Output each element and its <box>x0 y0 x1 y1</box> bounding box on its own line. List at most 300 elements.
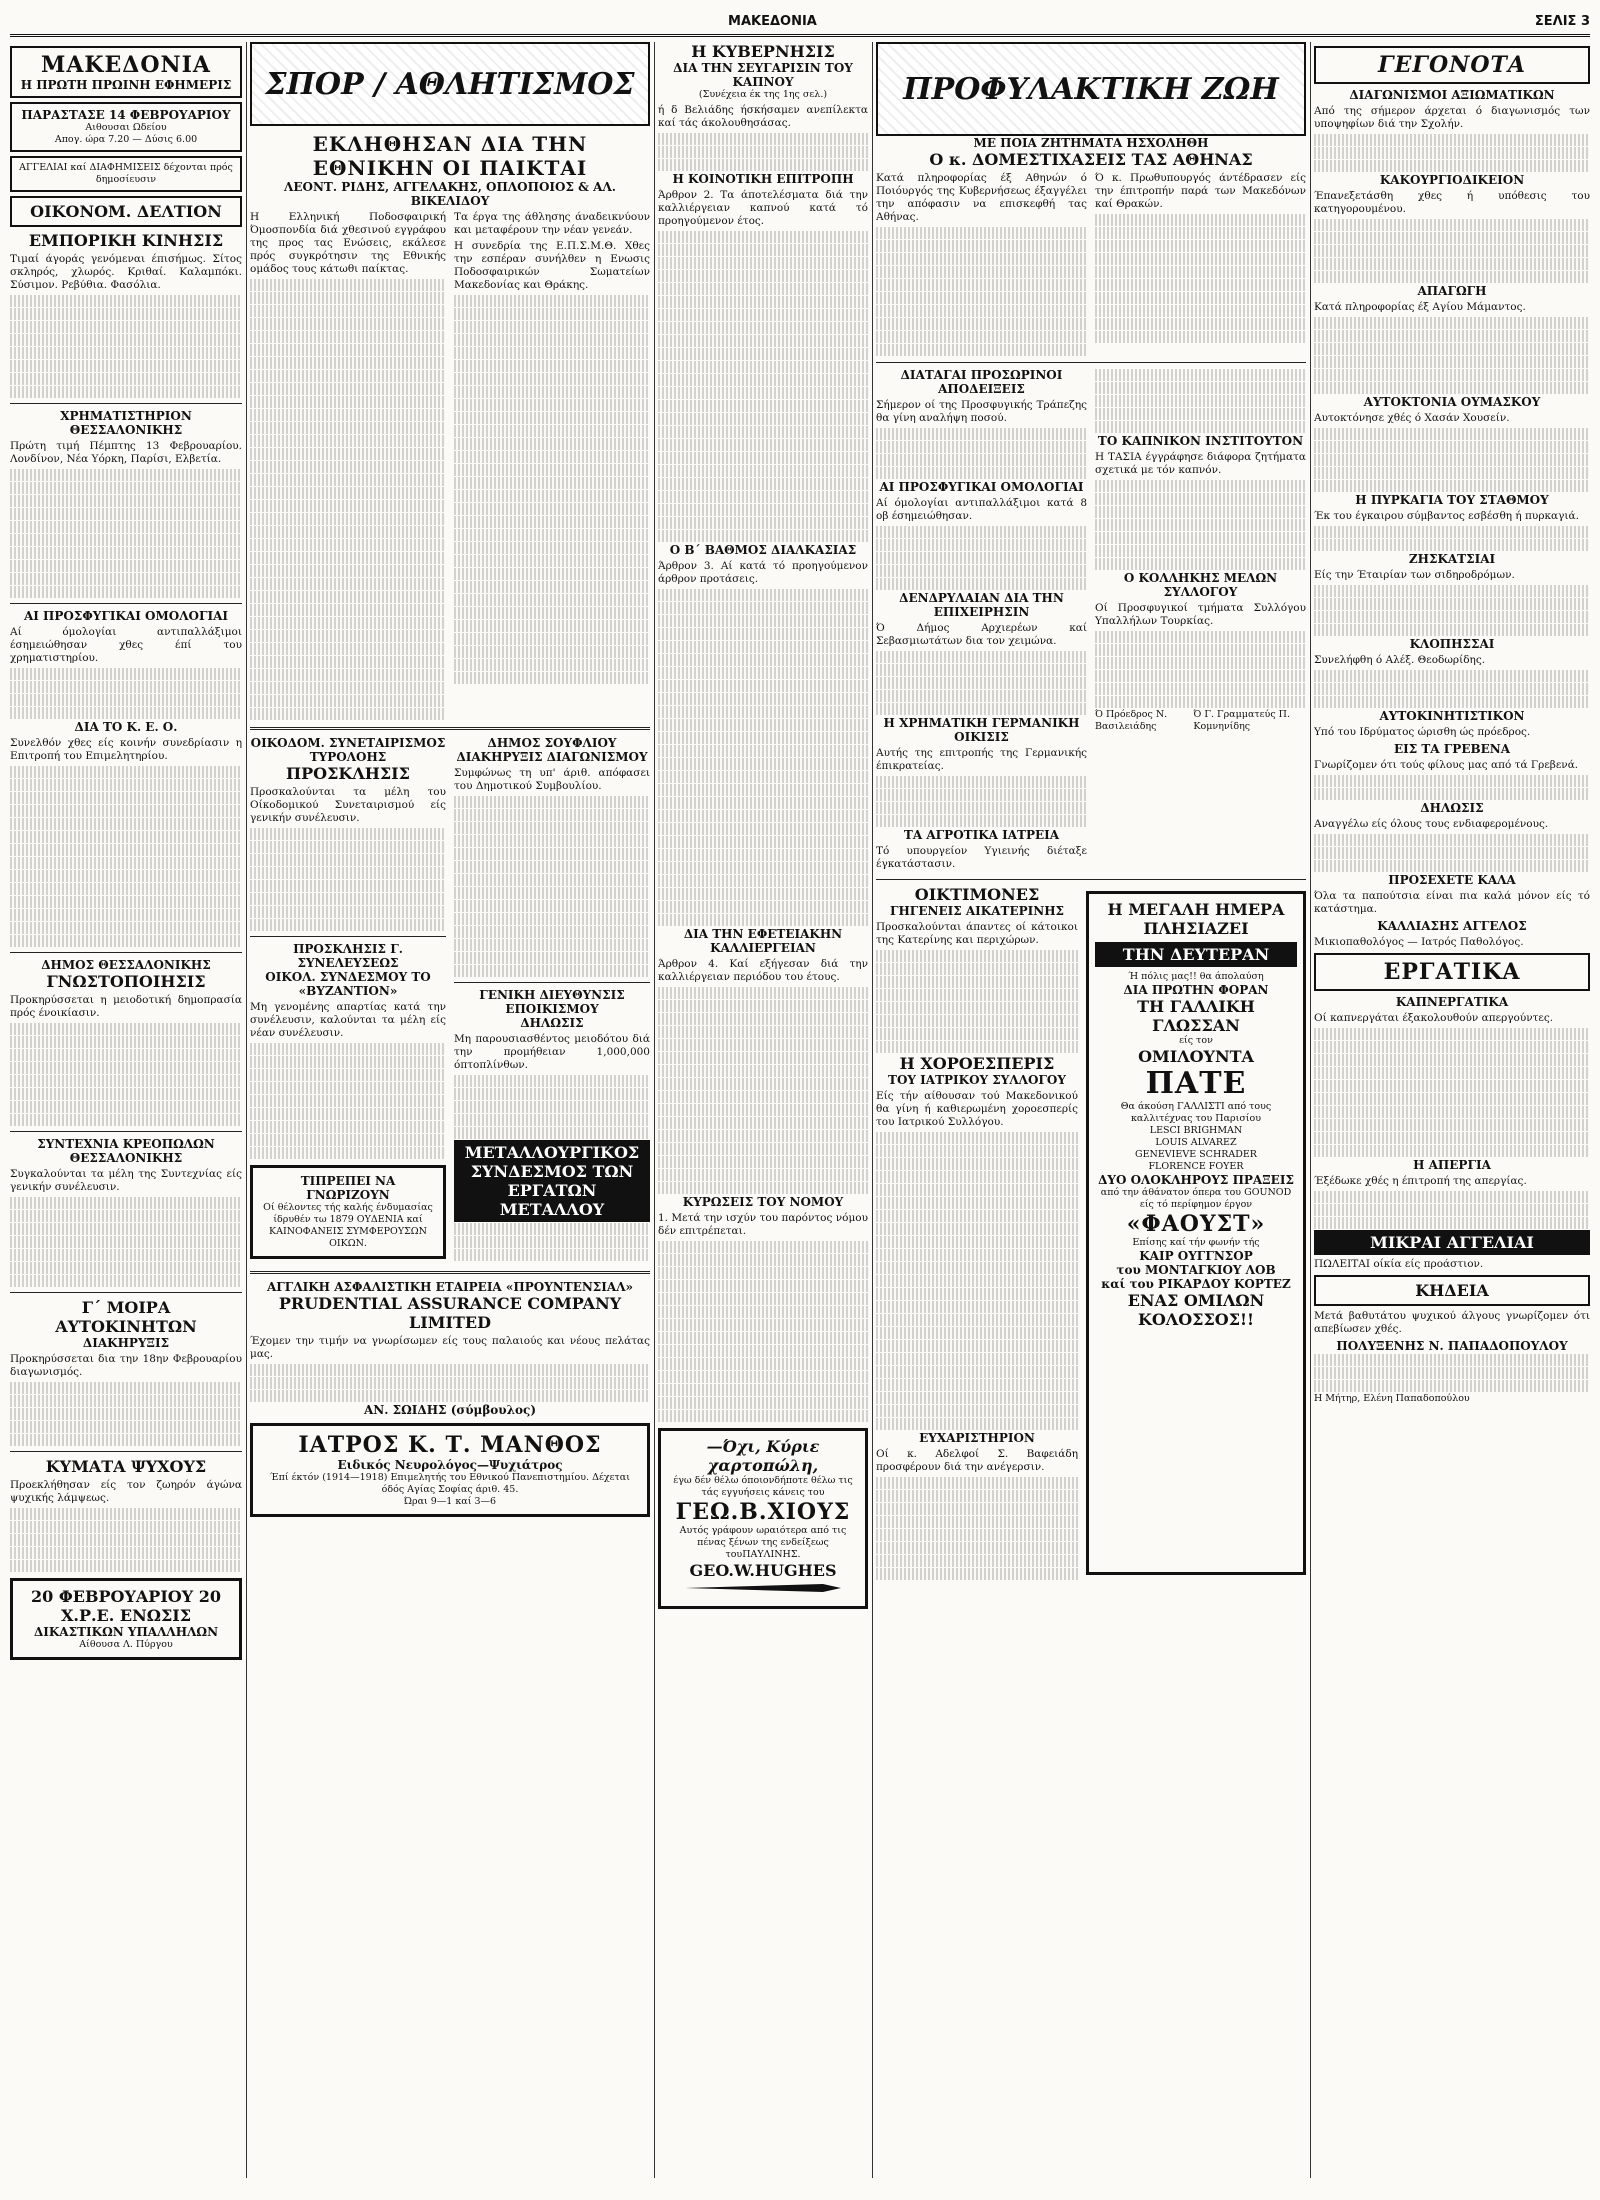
text-line-placeholder <box>658 1241 868 1253</box>
cinema-ad-line: Ή πόλις μας!! θα άπολαύση <box>1128 971 1264 982</box>
text-line-placeholder <box>454 796 650 808</box>
text-line-placeholder <box>10 1249 242 1261</box>
text-line-placeholder <box>250 396 446 408</box>
masthead-title: ΜΑΚΕΔΟΝΙΑ <box>40 52 211 78</box>
section-heading: ΔΙΑ ΤΗΝ ΕΦΕΤΕΙΑΚΗΝ ΚΑΛΛΙΕΡΓΕΙΑΝ <box>683 927 843 955</box>
text-line-placeholder <box>658 1280 868 1292</box>
section-heading: ΓΕΓΟΝΟΤΑ <box>1378 52 1526 78</box>
article-text: Συγκαλούνται τα μέλη της Συντεχνίας είς γενικήν συνέλευσιν. <box>10 1168 242 1193</box>
text-line-placeholder <box>876 467 1087 479</box>
text-line-placeholder <box>1095 279 1306 291</box>
text-line-placeholder <box>1314 1145 1590 1157</box>
text-line-placeholder <box>10 1395 242 1407</box>
text-line-placeholder <box>876 428 1087 440</box>
text-line-placeholder <box>10 1114 242 1126</box>
text-line-placeholder <box>10 1547 242 1559</box>
text-line-placeholder <box>10 373 242 385</box>
know-ad <box>250 1165 446 1259</box>
text-line-placeholder <box>1095 331 1306 343</box>
section-heading: ΔΕΝΔΡΥΛΑΙΑΝ ΔΙΑ ΤΗΝ ΕΠΙΧΕΙΡΗΣΙΝ <box>899 591 1064 619</box>
text-line-placeholder <box>658 901 868 913</box>
text-line-placeholder <box>876 1392 1078 1404</box>
text-line-placeholder <box>250 279 446 291</box>
text-line-placeholder <box>658 374 868 386</box>
text-line-placeholder <box>250 513 446 525</box>
agri-clinics-heading: ΤΑ ΑΓΡΟΤΙΚΑ ΙΑΤΡΕΙΑ <box>903 828 1060 842</box>
text-line-placeholder <box>250 828 446 840</box>
text-line-placeholder <box>876 1210 1078 1222</box>
text-line-placeholder <box>454 555 650 567</box>
text-line-placeholder <box>10 1223 242 1235</box>
text-line-placeholder <box>250 893 446 905</box>
dance-place: Αίθουσα Λ. Πύργου <box>79 1639 173 1650</box>
text-line-placeholder <box>658 133 868 145</box>
pen-icon <box>683 1580 843 1596</box>
text-line-placeholder <box>658 771 868 783</box>
text-line-placeholder <box>1095 266 1306 278</box>
column-rule <box>872 42 873 2178</box>
text-line-placeholder <box>658 1156 868 1168</box>
text-line-placeholder <box>658 1143 868 1155</box>
text-line-placeholder <box>454 386 650 398</box>
text-line-placeholder <box>250 1147 446 1159</box>
subheadline: ΔΙΑ ΤΗΝ ΣΕΥΓΑΡΙΣΙΝ ΤΟΥ ΚΑΠΝΟΥ <box>673 61 853 89</box>
text-line-placeholder <box>658 387 868 399</box>
text-line-placeholder <box>658 146 868 158</box>
text-line-placeholder <box>1314 1367 1590 1379</box>
text-line-placeholder <box>1314 624 1590 636</box>
text-line-placeholder <box>1095 480 1306 492</box>
section-heading: ΣΥΝΤΕΧΝΙΑ ΚΡΕΟΠΩΛΩΝ ΘΕΣΣΑΛΟΝΙΚΗΣ <box>37 1137 215 1165</box>
section-subheading: ΤΟΥ ΙΑΤΡΙΚΟΥ ΣΥΛΛΟΓΟΥ <box>888 1073 1066 1087</box>
doctor-name: ΙΑΤΡΟΣ Κ. Τ. ΜΑΝΘΟΣ <box>298 1432 602 1458</box>
cinema-ad-line: ΠΛΗΣΙΑΖΕΙ <box>1143 919 1249 938</box>
article-text: Έχομεν την τιμήν να γνωρίσωμεν είς τους παλαιούς και νέους πελάτας μας. <box>250 1335 650 1360</box>
text-line-placeholder <box>876 1223 1078 1235</box>
text-line-placeholder <box>658 296 868 308</box>
text-line-placeholder <box>1314 441 1590 453</box>
text-line-placeholder <box>10 547 242 559</box>
text-line-placeholder <box>876 1171 1078 1183</box>
text-line-placeholder <box>1314 343 1590 355</box>
text-line-placeholder <box>10 1197 242 1209</box>
text-line-placeholder <box>658 654 868 666</box>
column-2 <box>250 42 650 2178</box>
text-line-placeholder <box>658 530 868 542</box>
section-heading: ΖΗΣΚΑΤΣΙΑΙ <box>1408 552 1496 566</box>
text-line-placeholder <box>876 815 1087 827</box>
text-line-placeholder <box>658 413 868 425</box>
text-line-placeholder <box>1314 1080 1590 1092</box>
text-line-placeholder <box>250 656 446 668</box>
article-text: Είς την Έταιρίαν των σιδηροδρόμων. <box>1314 569 1515 581</box>
show-place: Αιθουσαι Ωδείου <box>85 122 167 133</box>
text-line-placeholder <box>658 1000 868 1012</box>
article-text: Μη γενομένης απαρτίας κατά την συνέλευσιν, καλούνται τα μέλη είς νέαν συνέλευσιν. <box>250 1001 446 1039</box>
text-line-placeholder <box>658 244 868 256</box>
text-line-placeholder <box>1314 1067 1590 1079</box>
text-line-placeholder <box>454 1088 650 1100</box>
text-line-placeholder <box>658 1345 868 1357</box>
text-line-placeholder <box>10 935 242 947</box>
text-line-placeholder <box>1314 160 1590 172</box>
text-line-placeholder <box>454 913 650 925</box>
article-text: Γνωρίζομεν ότι τούς φίλους μας από τά Γρεβενά. <box>1314 759 1579 771</box>
text-line-placeholder <box>10 805 242 817</box>
text-line-placeholder <box>658 1039 868 1051</box>
text-line-placeholder <box>658 810 868 822</box>
text-line-placeholder <box>454 607 650 619</box>
section-heading: ΑΙ ΠΡΟΣΦΥΓΙΚΑΙ ΟΜΟΛΟΓΙΑΙ <box>23 609 229 623</box>
article-text: Τό υπουργείον Υγιεινής διέταξε έγκατάστασιν. <box>876 845 1087 870</box>
text-line-placeholder <box>658 491 868 503</box>
text-line-placeholder <box>454 516 650 528</box>
text-line-placeholder <box>454 952 650 964</box>
text-line-placeholder <box>10 668 242 680</box>
article-text: Συνελθόν χθες είς κοινήν συνεδρίασιν η Επιτροπή του Επιμελητηρίου. <box>10 737 242 762</box>
section-heading: Ο ΚΟΛΛΗΚΗΣ ΜΕΛΩΝ ΣΥΛΛΟΓΟΥ <box>1123 571 1278 599</box>
text-line-placeholder <box>1095 519 1306 531</box>
text-line-placeholder <box>658 1026 868 1038</box>
text-line-placeholder <box>876 1132 1078 1144</box>
article-text: Κατά πληροφορίας έξ Αθηνών ό Ποιόυργός της Κυβερνήσεως έξαγγέλει την απόφασιν να επισκεφθή τας Αθήνας. <box>876 172 1087 223</box>
health-logo: ΠΡΟΦΥΛΑΚΤΙΚΗ ΖΩΗ <box>876 42 1306 136</box>
text-line-placeholder <box>1314 1380 1590 1392</box>
article-text: Σήμερον οί της Προσφυγικής Τράπεζης θα γίνη αναλήψη ποσού. <box>876 399 1087 424</box>
cinema-ad-line: καί του ΡΙΚΑΡΔΟΥ ΚΟΡΤΕΖ <box>1101 1277 1291 1291</box>
text-line-placeholder <box>1095 644 1306 656</box>
text-line-placeholder <box>658 641 868 653</box>
cinema-ad-line: του ΜΟΝΤΑΓΚΙΟΥ ΛΟΒ <box>1116 1263 1276 1277</box>
column-5 <box>1314 42 1590 2178</box>
continued-note: (Συνέχεια έκ της 1ης σελ.) <box>698 89 828 100</box>
cinema-ad-line: Επίσης καί τήν φωνήν τής <box>1132 1237 1260 1248</box>
article-text: Προκηρύσσεται δια την 18ην Φεβρουαρίου διαγωνισμός. <box>10 1353 242 1378</box>
text-line-placeholder <box>10 1434 242 1446</box>
text-line-placeholder <box>876 1568 1078 1580</box>
text-line-placeholder <box>876 1327 1078 1339</box>
text-line-placeholder <box>454 542 650 554</box>
section-heading: ΔΙΑΓΩΝΙΣΜΟΙ ΑΞΙΩΜΑΤΙΚΩΝ <box>1349 88 1555 102</box>
text-line-placeholder <box>1314 147 1590 159</box>
text-line-placeholder <box>876 789 1087 801</box>
text-line-placeholder <box>1314 369 1590 381</box>
text-line-placeholder <box>250 552 446 564</box>
article-text: ή δ Βελιάδης ήσκήσαμεν ανεπίλεκτα καί τάς άκολουθησάσας. <box>658 104 868 129</box>
text-line-placeholder <box>454 334 650 346</box>
text-line-placeholder <box>1314 526 1590 538</box>
econ-box-title: ΟΙΚΟΝΟΜ. ΔΕΛΤΙΟΝ <box>30 202 222 221</box>
text-line-placeholder <box>658 1065 868 1077</box>
text-line-placeholder <box>454 347 650 359</box>
cinema-ad-line: «ΦΑΟΥΣΤ» <box>1126 1211 1266 1237</box>
section-heading: ΑΥΤΟΚΙΝΗΤΙΣΤΙΚΟΝ <box>1379 709 1525 723</box>
text-line-placeholder <box>10 573 242 585</box>
text-line-placeholder <box>1314 1093 1590 1105</box>
headline: ΕΚΛΗΘΗΣΑΝ ΔΙΑ ΤΗΝ ΕΘΝΙΚΗΝ ΟΙ ΠΑΙΚΤΑΙ <box>312 132 588 180</box>
text-line-placeholder <box>876 1002 1078 1014</box>
article-text: Αί όμολογίαι αντιπαλλάξιμοι κατά 8 οβ έσημειώθησαν. <box>876 497 1087 522</box>
text-line-placeholder <box>658 400 868 412</box>
section-heading: ΑΥΤΟΚΤΟΝΙΑ ΟΥΜΑΣΚΟΥ <box>1363 395 1541 409</box>
text-line-placeholder <box>250 617 446 629</box>
article-text: Οί κ. Αδελφοί Σ. Βαφειάδη προσφέρουν διά την ανέγερσιν. <box>876 1448 1078 1473</box>
text-line-placeholder <box>10 1036 242 1048</box>
text-line-placeholder <box>876 1366 1078 1378</box>
text-line-placeholder <box>1314 683 1590 695</box>
text-line-placeholder <box>658 1052 868 1064</box>
text-line-placeholder <box>876 292 1087 304</box>
text-line-placeholder <box>876 266 1087 278</box>
masthead <box>10 46 242 98</box>
text-line-placeholder <box>454 965 650 977</box>
metal-banner: ΜΕΤΑΛΛΟΥΡΓΙΚΟΣ ΣΥΝΔΕΣΜΟΣ ΤΩΝ ΕΡΓΑΤΩΝ ΜΕΤΑΛΛΟΥ <box>454 1140 650 1222</box>
text-line-placeholder <box>1314 611 1590 623</box>
page-number: ΣΕΛΙΣ 3 <box>1534 13 1590 29</box>
text-line-placeholder <box>876 1529 1078 1541</box>
text-line-placeholder <box>10 1560 242 1572</box>
text-line-placeholder <box>250 331 446 343</box>
section-heading: Η ΑΠΕΡΓΙΑ <box>1413 1158 1491 1172</box>
text-line-placeholder <box>658 667 868 679</box>
text-line-placeholder <box>1314 788 1590 800</box>
text-line-placeholder <box>876 539 1087 551</box>
article-text: Τιμαί άγοράς γενόμεναι έπισήμως. Σίτος σκληρός, χλωρός. Κριθαί. Καλαμπόκι. Σύσιμον. Ρεβύθια. Φασόλια. <box>10 253 242 291</box>
text-line-placeholder <box>454 360 650 372</box>
text-line-placeholder <box>1095 532 1306 544</box>
text-line-placeholder <box>1314 598 1590 610</box>
article-text: Μικιοπαθολόγος — Ιατρός Παθολόγος. <box>1314 936 1524 948</box>
text-line-placeholder <box>10 521 242 533</box>
text-line-placeholder <box>250 422 446 434</box>
text-line-placeholder <box>250 526 446 538</box>
top-bar <box>10 8 1590 37</box>
text-line-placeholder <box>10 1508 242 1520</box>
text-line-placeholder <box>658 823 868 835</box>
text-line-placeholder <box>1095 214 1306 226</box>
text-line-placeholder <box>876 1418 1078 1430</box>
text-line-placeholder <box>658 745 868 757</box>
section-heading: ΑΙ ΠΡΟΣΦΥΓΙΚΑΙ ΟΜΟΛΟΓΙΑΙ <box>879 480 1084 494</box>
text-line-placeholder <box>10 766 242 778</box>
cinema-ad-line: από την άθάνατον όπερα του GOUNOD είς τό περίφημον έργον <box>1100 1187 1292 1210</box>
text-line-placeholder <box>658 680 868 692</box>
text-line-placeholder <box>658 836 868 848</box>
text-line-placeholder <box>1314 480 1590 492</box>
text-line-placeholder <box>454 295 650 307</box>
text-line-placeholder <box>10 792 242 804</box>
section-heading: ΔΙΑΤΑΓΑΙ ΠΡΟΣΩΡΙΝΟΙ ΑΠΟΔΕΙΞΕΙΣ <box>900 368 1063 396</box>
article-text: Η ΤΑΣΙΑ έγγράφησε διάφορα ζητήματα σχετικά με τόν καπνόν. <box>1095 451 1306 476</box>
text-line-placeholder <box>658 1091 868 1103</box>
text-line-placeholder <box>1314 317 1590 329</box>
text-line-placeholder <box>658 615 868 627</box>
text-line-placeholder <box>1314 271 1590 283</box>
section-subheading: ΟΙΚΟΛ. ΣΥΝΔΕΣΜΟΥ ΤΟ «ΒΥΖΑΝΤΙΟΝ» <box>265 970 431 998</box>
text-line-placeholder <box>876 677 1087 689</box>
text-line-placeholder <box>454 594 650 606</box>
section-heading: Η ΧΡΗΜΑΤΙΚΗ ΓΕΡΜΑΝΙΚΗ ΟΙΚΙΣΙΣ <box>883 716 1080 744</box>
text-line-placeholder <box>658 257 868 269</box>
econ-box <box>10 196 242 227</box>
section-heading: ΕΙΣ ΤΑ ΓΡΕΒΕΝΑ <box>1393 742 1511 756</box>
text-line-placeholder <box>658 1371 868 1383</box>
text-line-placeholder <box>1095 305 1306 317</box>
text-line-placeholder <box>876 1503 1078 1515</box>
text-line-placeholder <box>454 1249 650 1261</box>
doctor-ad <box>250 1423 650 1517</box>
text-line-placeholder <box>1314 1054 1590 1066</box>
text-line-placeholder <box>10 818 242 830</box>
text-line-placeholder <box>10 707 242 719</box>
text-line-placeholder <box>10 694 242 706</box>
text-line-placeholder <box>1314 382 1590 394</box>
section-subheading: ΓΝΩΣΤΟΠΟΙΗΣΙΣ <box>46 972 206 991</box>
text-line-placeholder <box>876 1477 1078 1489</box>
cinema-ad-line: ΤΗ ΓΑΛΛΙΚΗ ΓΛΩΣΣΑΝ <box>1137 997 1255 1035</box>
article-text: Κατά πληροφορίας έξ Αγίου Μάμαντος. <box>1314 301 1526 313</box>
text-line-placeholder <box>250 682 446 694</box>
text-line-placeholder <box>454 529 650 541</box>
text-line-placeholder <box>250 1364 650 1376</box>
show-label: ΠΑΡΑΣΤΑΣΕ 14 ΦΕΒΡΟΥΑΡΙΟΥ <box>21 108 231 122</box>
section-heading: ΚΥΡΩΣΕΙΣ ΤΟΥ ΝΟΜΟΥ <box>682 1195 844 1209</box>
text-line-placeholder <box>876 1236 1078 1248</box>
text-line-placeholder <box>658 309 868 321</box>
text-line-placeholder <box>10 1236 242 1248</box>
column-rule <box>246 42 247 2178</box>
text-line-placeholder <box>876 227 1087 239</box>
text-line-placeholder <box>1314 860 1590 872</box>
article-text: Μη παρουσιασθέντος μειοδότου διά την προμήθειαν 1,000,000 όπτοπλίνθων. <box>454 1033 650 1071</box>
text-line-placeholder <box>876 703 1087 715</box>
text-line-placeholder <box>658 322 868 334</box>
ads-note-box <box>10 156 242 192</box>
text-line-placeholder <box>10 1382 242 1394</box>
article-text: Άρθρον 3. Αί κατά τό προηγούμενον άρθρον προτάσεις. <box>658 560 868 585</box>
column-rule <box>1310 42 1311 2178</box>
text-line-placeholder <box>876 344 1087 356</box>
text-line-placeholder <box>1314 219 1590 231</box>
show-box <box>10 102 242 152</box>
subheadline: ΛΕΟΝΤ. ΡΙΔΗΣ, ΑΓΓΕΛΑΚΗΣ, ΟΠΛΟΠΟΙΟΣ & ΑΛ. ΒΙΚΕΛΙΔΟΥ <box>284 180 616 208</box>
secretary-signature: Ό Γ. Γραμματεύς Π. Κομνηνίδης <box>1193 709 1290 732</box>
text-line-placeholder <box>1095 240 1306 252</box>
text-line-placeholder <box>658 1182 868 1194</box>
text-line-placeholder <box>454 646 650 658</box>
text-line-placeholder <box>876 441 1087 453</box>
text-line-placeholder <box>658 1332 868 1344</box>
section-heading: Γ΄ ΜΟΙΡΑ ΑΥΤΟΚΙΝΗΤΩΝ <box>55 1298 197 1336</box>
text-line-placeholder <box>10 386 242 398</box>
text-line-placeholder <box>250 500 446 512</box>
column-3 <box>658 42 868 2178</box>
cinema-ad-line: είς τον <box>1179 1035 1213 1046</box>
text-line-placeholder <box>1095 493 1306 505</box>
text-line-placeholder <box>250 1377 650 1389</box>
section-subheading: ΔΗΛΩΣΙΣ <box>520 1016 584 1030</box>
text-line-placeholder <box>10 360 242 372</box>
column-rule <box>654 42 655 2178</box>
text-line-placeholder <box>658 1267 868 1279</box>
article-text: Συμφώνως τη υπ' άριθ. απόφασει του Δημοτικού Συμβουλίου. <box>454 767 650 792</box>
section-heading: Η ΚΟΙΝΟΤΙΚΗ ΕΠΙΤΡΟΠΗ <box>672 172 854 186</box>
text-line-placeholder <box>10 1023 242 1035</box>
text-line-placeholder <box>876 565 1087 577</box>
text-line-placeholder <box>10 831 242 843</box>
text-line-placeholder <box>658 784 868 796</box>
text-line-placeholder <box>10 469 242 481</box>
text-line-placeholder <box>876 1158 1078 1170</box>
text-line-placeholder <box>1314 1204 1590 1216</box>
text-line-placeholder <box>658 1293 868 1305</box>
ads-note: ΑΓΓΕΛΙΑΙ καί ΔΙΑΦΗΜΙΣΕΙΣ δέχονται πρός δημοσίευσιν <box>19 162 233 185</box>
text-line-placeholder <box>658 1117 868 1129</box>
text-line-placeholder <box>10 1101 242 1113</box>
text-line-placeholder <box>876 552 1087 564</box>
cinema-ad-line: FLORENCE FOYER <box>1148 1161 1244 1172</box>
article-text: Είς τήν αίθουσαν τού Μακεδονικού θα γίνη ή καθιερωμένη χοροεσπερίς του Ιατρικού Συλλόγου. <box>876 1090 1078 1128</box>
text-line-placeholder <box>658 862 868 874</box>
text-line-placeholder <box>658 1078 868 1090</box>
text-line-placeholder <box>876 1184 1078 1196</box>
text-line-placeholder <box>658 732 868 744</box>
text-line-placeholder <box>1314 670 1590 682</box>
text-line-placeholder <box>250 448 446 460</box>
article-text: Έκ του έγκαιρου σύμβαντος εσβέσθη ή πυρκαγιά. <box>1314 510 1579 522</box>
mourners-signature: Η Μήτηρ, Ελένη Παπαδοπούλου <box>1314 1393 1470 1404</box>
text-line-placeholder <box>1314 356 1590 368</box>
section-heading: ΟΙΚΤΙΜΟΝΕΣ <box>914 885 1040 904</box>
text-line-placeholder <box>10 844 242 856</box>
pen-ad-quote: —Όχι, Κύριε χαρτοπώλη, <box>706 1437 820 1475</box>
section-heading: ΠΡΟΣΕΧΕΤΕ ΚΑΛΑ <box>1388 873 1516 887</box>
section-heading: Ο Β΄ ΒΑΘΜΟΣ ΔΙΑΛΚΑΣΙΑΣ <box>669 543 857 557</box>
cinema-ad <box>1086 891 1306 1575</box>
section-heading: ΠΡΟΣΚΛΗΣΙΣ Γ. ΣΥΝΕΛΕΥΣΕΩΣ <box>293 942 403 970</box>
text-line-placeholder <box>10 1421 242 1433</box>
text-line-placeholder <box>876 776 1087 788</box>
text-line-placeholder <box>250 565 446 577</box>
section-heading: ΚΑΛΛΙΑΣΗΣ ΑΓΓΕΛΟΣ <box>1377 919 1527 933</box>
pen-ad-text: Αυτός γράφουν ωραιότερα από τις πένας ξένων της ενδείξεως τουΠΑΥΛΙΝΗΣ. <box>679 1525 847 1560</box>
text-line-placeholder <box>876 454 1087 466</box>
text-line-placeholder <box>454 633 650 645</box>
text-line-placeholder <box>10 779 242 791</box>
article-text: ΠΩΛΕΙΤΑΙ οίκία είς προάστιον. <box>1314 1258 1484 1270</box>
text-line-placeholder <box>10 681 242 693</box>
text-line-placeholder <box>876 318 1087 330</box>
text-line-placeholder <box>876 664 1087 676</box>
text-line-placeholder <box>1095 696 1306 708</box>
text-line-placeholder <box>250 867 446 879</box>
text-line-placeholder <box>658 589 868 601</box>
text-line-placeholder <box>658 348 868 360</box>
text-line-placeholder <box>658 1306 868 1318</box>
text-line-placeholder <box>454 887 650 899</box>
text-line-placeholder <box>876 578 1087 590</box>
column-1 <box>10 42 242 2178</box>
text-line-placeholder <box>1095 421 1306 433</box>
text-line-placeholder <box>454 373 650 385</box>
text-line-placeholder <box>658 1013 868 1025</box>
text-line-placeholder <box>250 919 446 931</box>
article-text: Ό Δήμος Αρχιερέων καί Σεβασμιωτάτων δια τον χειμώνα. <box>876 622 1087 647</box>
text-line-placeholder <box>250 344 446 356</box>
text-line-placeholder <box>1314 1132 1590 1144</box>
text-line-placeholder <box>658 1319 868 1331</box>
text-line-placeholder <box>454 874 650 886</box>
